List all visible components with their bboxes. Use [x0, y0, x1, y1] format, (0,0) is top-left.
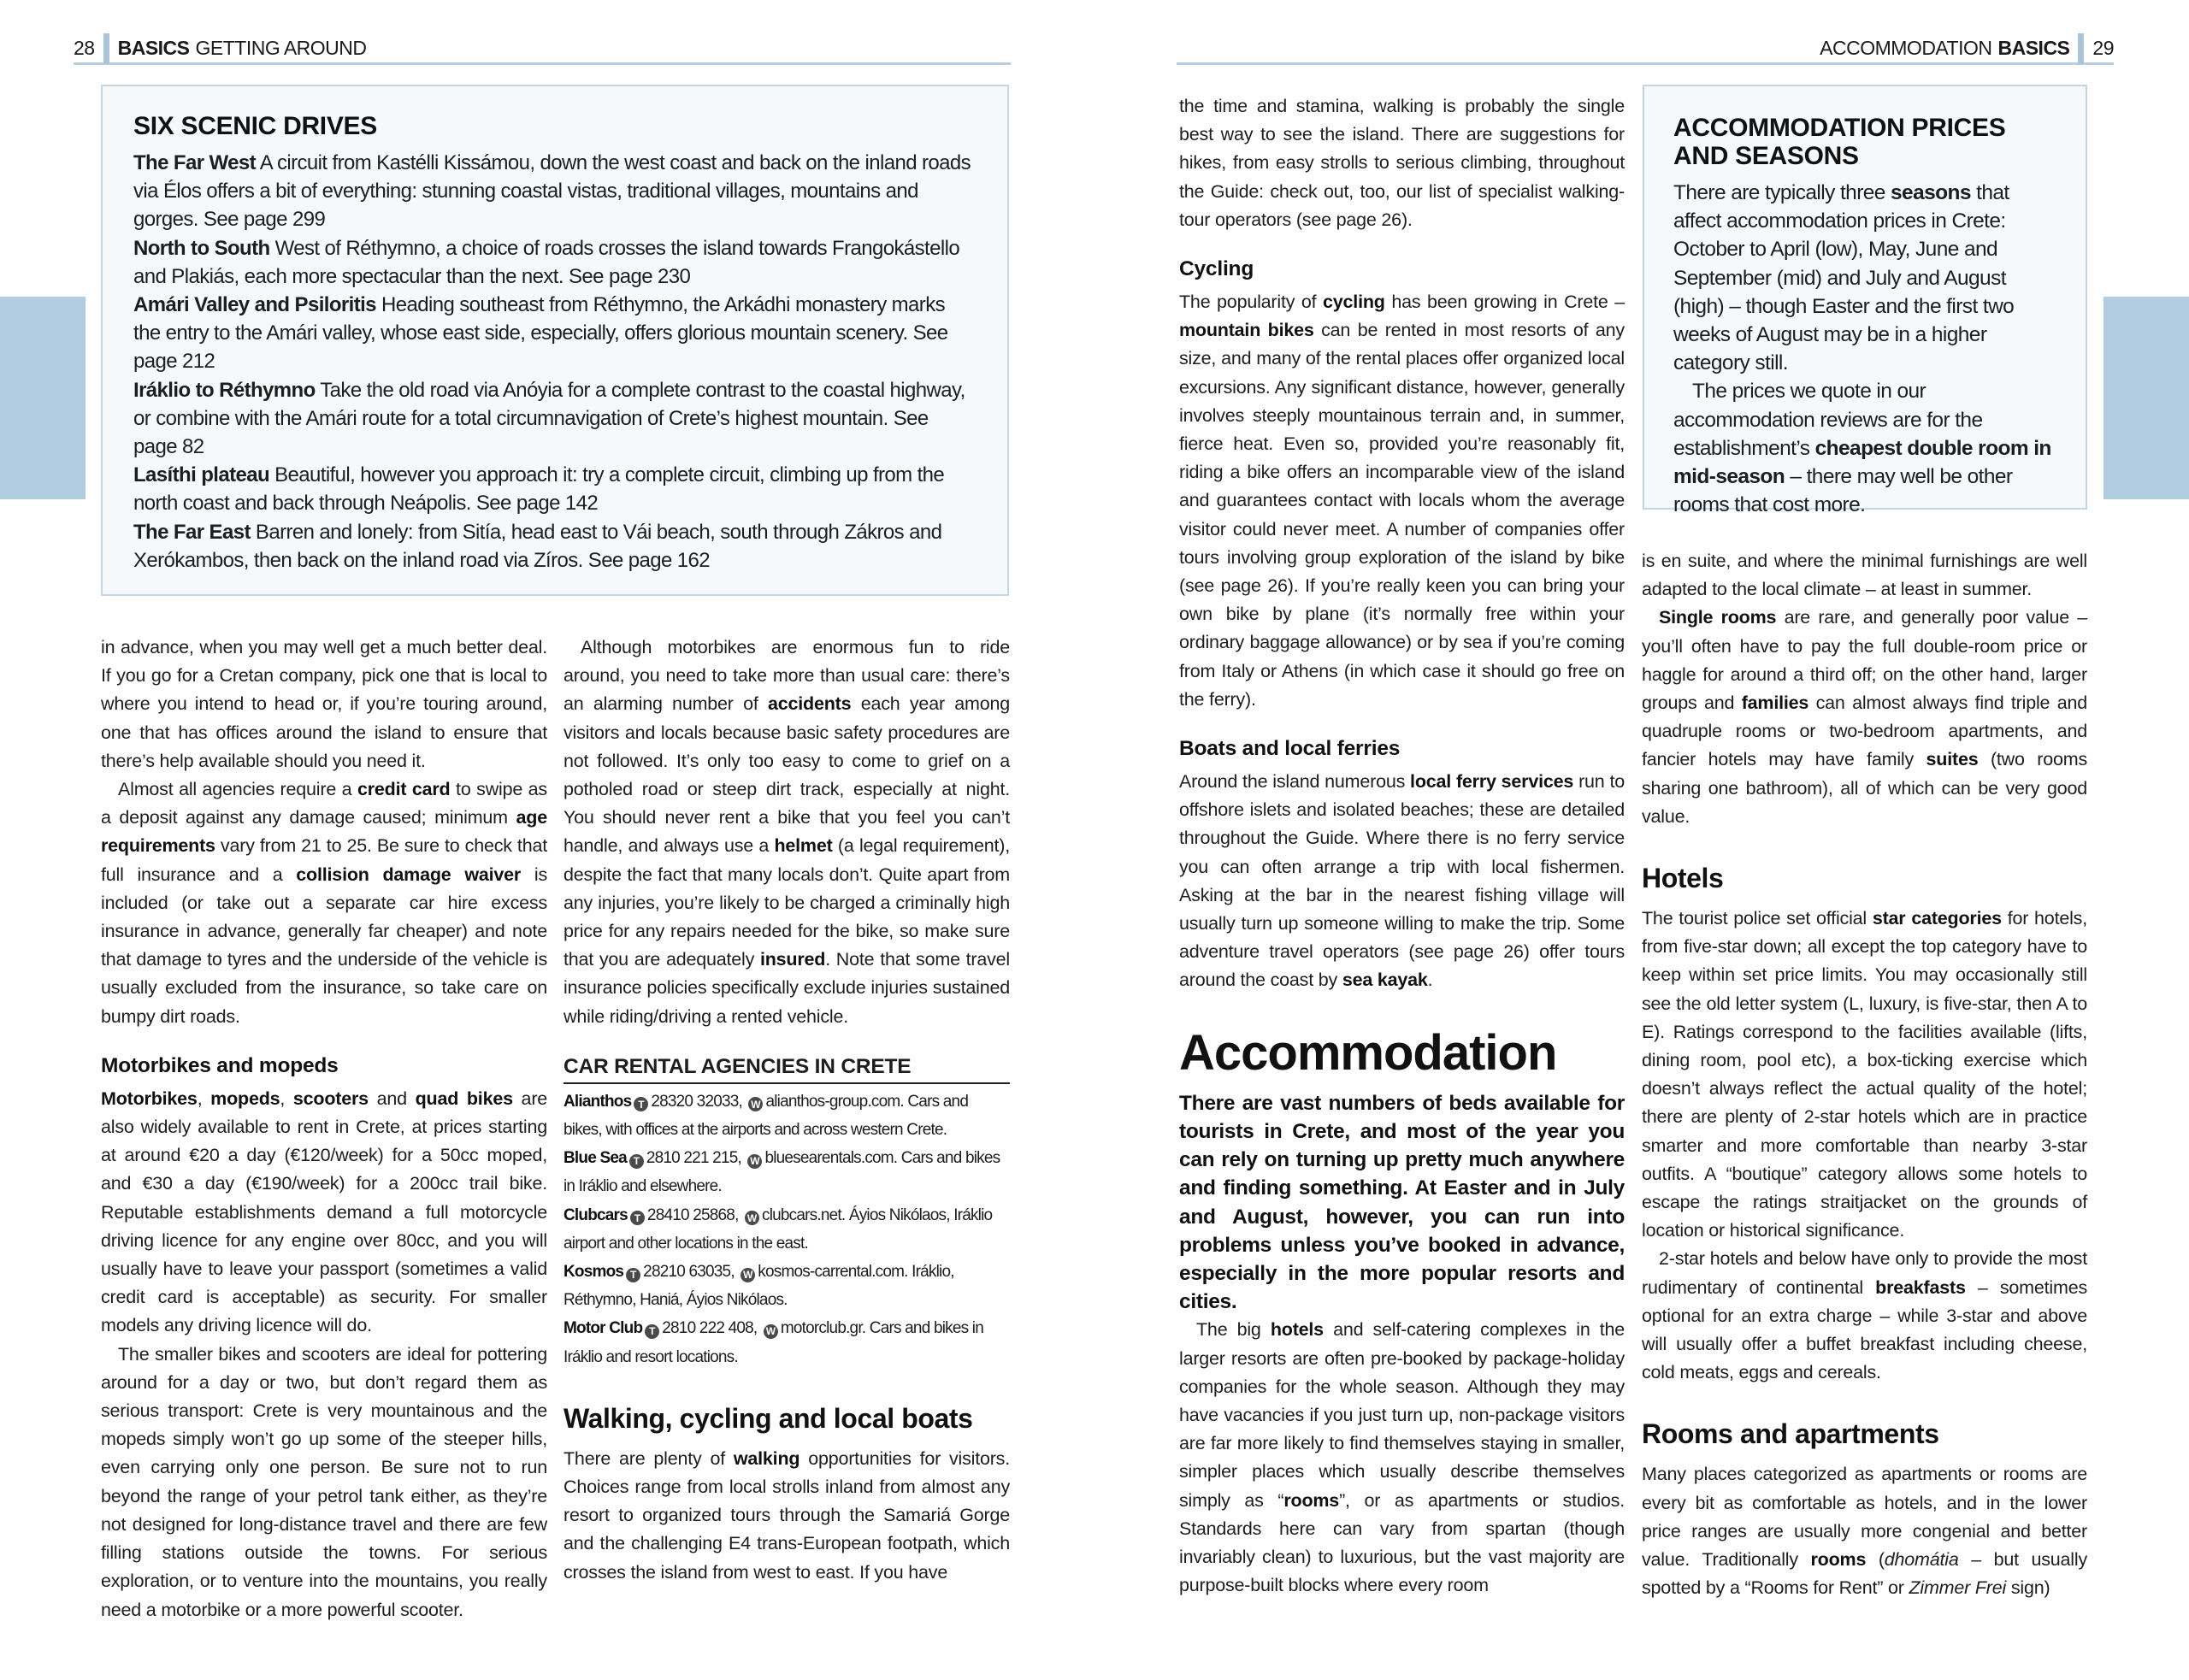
- rental-agency-entry: Kosmos T 28210 63035, W kosmos-carrental.com. Iráklio, Réthymno, Haniá, Áyios Nikólaos.: [563, 1263, 954, 1310]
- website-link[interactable]: kosmos-carrental.com.: [758, 1263, 908, 1282]
- phone-number: 28410 25868,: [646, 1205, 743, 1224]
- running-header-left: [74, 34, 1011, 65]
- paragraph: 2-star hotels and below have only to provide the most rudimentary of continental breakfasts – sometimes optional for an extra charge – while 3-star and above will usually offer a buffet breakfast including cheese, cold meats, eggs and cereals.: [1642, 1248, 2087, 1383]
- paragraph: the time and stamina, walking is probably the single best way to see the island. There are suggestions for hikes, from easy strolls to serious climbing, throughout the Guide: check out, too, our list of specialist walking-tour operators (see page 26).: [1179, 96, 1625, 230]
- paragraph: The prices we quote in our accommodation reviews are for the establishment’s cheapest double room in mid-season – there may well be other rooms that cost more.: [1673, 380, 2051, 517]
- drive-entry: Lasíthi plateau Beautiful, however you approach it: try a complete circuit, climbing up from the north coast and back through Neápolis. See page 142: [133, 463, 945, 516]
- drive-entry: North to South West of Réthymno, a choice of roads crosses the island towards Frangokástello and Plakiás, each more spectacular than the next. See page 230: [133, 236, 960, 288]
- drive-entry: The Far West A circuit from Kastélli Kissámou, down the west coast and back on the inland roads via Élos offers a bit of everything: stunning coastal vistas, traditional villages, mountains and gorges. See page 299: [133, 151, 971, 232]
- web-icon: W: [745, 1211, 759, 1225]
- drives-list: [133, 149, 976, 575]
- paragraph: The tourist police set official star categories for hotels, from five-star down; all except the top category have to keep within set price limits. You may occasionally still see the old letter system (L, luxury, is five-star, then A to E). Ratings correspond to the facilities available (lifts, dining room, pool etc), a box-ticking exercise which doesn’t always reflect the actual quality of the hotel; there are plenty of 2-star hotels which are in practice smarter and more comfortable than nearby 3-star outfits. A “boutique” category allows some hotels to escape the ratings straitjacket on the grounds of location or historical significance.: [1642, 908, 2087, 1241]
- paragraph: Single rooms are rare, and generally poor value – you’ll often have to pay the full double-room price or haggle for around a third off; on the other hand, larger groups and families can almost always find triple and quadruple rooms or two-bedroom apartments, and fancier hotels may have family suites (two rooms sharing one bathroom), all of which can be very good value.: [1642, 607, 2088, 827]
- body-paragraphs: [1642, 1460, 2087, 1602]
- scenic-drives-box: [101, 85, 1009, 596]
- header-accent-bar: [2078, 33, 2084, 64]
- column-2: [563, 634, 1010, 1587]
- website-link[interactable]: motorclub.gr.: [780, 1319, 866, 1338]
- paragraph: Although motorbikes are enormous fun to ride around, you need to take more than usual care: there’s an alarming number of accidents each year among visitors and locals because basic safety procedures are not followed. It’s only too easy to come to grief on a potholed road or steep dirt track, especially at night. You should never rent a bike that you feel you can’t handle, and always use a helmet (a legal requirement), despite the fact that many locals don’t. Quite apart from any injuries, you’re likely to be charged a criminally high price for any repairs needed for the bike, so make sure that you are adequately insured. Note that some travel insurance policies specifically exclude injuries sustained while riding/driving a rented vehicle.: [563, 637, 1011, 1027]
- car-rental-agencies-box: [563, 1053, 1010, 1371]
- drive-name: Lasíthi plateau: [133, 463, 270, 487]
- body-paragraphs: [101, 1085, 547, 1624]
- drive-entry: The Far East Barren and lonely: from Sitía, head east to Vái beach, south through Zákros and Xerókambos, then back on the inland road via Zíros. See page 162: [133, 520, 942, 572]
- paragraph: The big hotels and self-catering complexes in the larger resorts are often pre-booked by package-holiday companies for the whole season. Although they may have vacancies if you just turn up, non-package visitors are far more likely to find themselves staying in smaller, simpler places which usually describe themselves simply as “rooms”, or as apartments or studios. Standards here can vary from spartan (though invariably clean) to luxurious, but the vast majority are purpose-built blocks where every room: [1179, 1319, 1626, 1596]
- phone-icon: T: [634, 1097, 648, 1111]
- column-4: [1642, 547, 2087, 1603]
- column-3: [1179, 92, 1625, 1600]
- rental-agency-entry: Motor Club T 2810 222 408, W motorclub.gr. Cars and bikes in Iráklio and resort locations.: [563, 1319, 983, 1366]
- page-number: 28: [74, 37, 95, 59]
- thumb-tab-left: [0, 297, 86, 499]
- paragraph: The smaller bikes and scooters are ideal for pottering around for a day or two, but don’t regard them as serious transport: Crete is very mountainous and the mopeds simply won’t go up some of the steeper hills, even carrying only one person. Be sure not to run beyond the range of your petrol tank either, as they’re not designed for long-distance travel and there are few filling stations outside the towns. For serious exploration, or to venture into the mountains, you really need a motorbike or a more powerful scooter.: [101, 1343, 547, 1620]
- header-section: BASICS: [1997, 37, 2070, 59]
- subhead-cycling: Cycling: [1179, 257, 1254, 281]
- body-paragraphs: [101, 634, 547, 1031]
- paragraph: Around the island numerous local ferry services run to offshore islets and isolated beaches; these are detailed throughout the Guide. Where there is no ferry service you can often arrange a trip with local fishermen. Asking at the bar in the nearest fishing village will usually turn up someone willing to make the trip. Some adventure travel operators (see page 26) offer tours around the coast by sea kayak.: [1179, 771, 1625, 991]
- paragraph: The popularity of cycling has been growing in Crete – mountain bikes can be rented in most resorts of any size, and many of the rental places offer organized local excursions. Any significant distance, however, generally involves steeply mountainous terrain and, in summer, fierce heat. Even so, provided you’re reasonably fit, riding a bike offers an incomparable view of the island and guarantees contact with locals whom the average visitor could never meet. A number of companies offer tours involving group exploration of the island by bike (see page 26). If you’re really keen you can bring your own bike by plane (it’s normally free within your ordinary baggage allowance) or by sea if you’re coming from Italy or Athens (in which case it should go free on the ferry).: [1179, 292, 1625, 710]
- drive-name: Iráklio to Réthymno: [133, 378, 316, 402]
- paragraph: Almost all agencies require a credit card to swipe as a deposit against any damage caused; minimum age requirements vary from 21 to 25. Be sure to check that full insurance and a collision damage waiver is included (or take out a separate car hire excess insurance in advance, generally far cheaper) and note that damage to tyres and the underside of the vehicle is usually excluded from the insurance, so take care on bumpy dirt roads.: [101, 779, 547, 1027]
- body-paragraphs: [1642, 905, 2087, 1387]
- rentals-list: [563, 1088, 1010, 1371]
- paragraph: Motorbikes, mopeds, scooters and quad bikes are also widely available to rent in Crete, at prices starting at around €20 a day (€120/week) for a 50cc moped, and €30 a day (€190/week) for a 200cc trail bike. Reputable establishments demand a full motorcycle driving licence for any engine over 80cc, and you will usually have to leave your passport (sometimes a valid credit card is acceptable) as security. For smaller models any driving licence will do.: [101, 1088, 548, 1336]
- chapter-lead: There are vast numbers of beds available for tourists in Crete, and most of the year you can rely on turning up pretty much anywhere and finding something. At Easter and in July and August, however, you can run into problems unless you’ve booked in advance, especially in the more popular resorts and cities.: [1179, 1091, 1625, 1314]
- phone-number: 28210 63035,: [643, 1263, 739, 1282]
- body-paragraphs: [1179, 288, 1625, 714]
- rental-agency-entry: Blue Sea T 2810 221 215, W bluesearentals.com. Cars and bikes in Iráklio and elsewhere.: [563, 1149, 1000, 1196]
- phone-icon: T: [626, 1268, 640, 1282]
- rental-agency-entry: Alianthos T 28320 32033, W alianthos-group.com. Cars and bikes, with offices at the airports and across western Crete.: [563, 1092, 969, 1140]
- running-header-right: [1177, 34, 2114, 65]
- drive-entry: Amári Valley and Psiloritis Heading southeast from Réthymno, the Arkádhi monastery marks the entry to the Amári valley, whose east side, especially, offers glorious mountain scenery. See page 212: [133, 293, 948, 374]
- rental-agency-entry: Clubcars T 28410 25868, W clubcars.net. Áyios Nikólaos, Iráklio airport and other locations in the east.: [563, 1205, 993, 1253]
- web-icon: W: [747, 1154, 762, 1169]
- phone-number: 2810 222 408,: [662, 1319, 761, 1338]
- web-icon: W: [740, 1268, 755, 1282]
- phone-number: 28320 32033,: [651, 1092, 746, 1111]
- web-icon: W: [748, 1097, 763, 1111]
- web-icon: W: [764, 1324, 778, 1339]
- section-heading-walking: Walking, cycling and local boats: [563, 1402, 973, 1434]
- header-chapter: ACCOMMODATION: [1820, 37, 1992, 59]
- box-title: SIX SCENIC DRIVES: [133, 112, 377, 140]
- column-1: [101, 634, 547, 1624]
- body-paragraphs: [563, 634, 1010, 1031]
- phone-icon: T: [630, 1211, 645, 1225]
- phone-icon: T: [629, 1154, 644, 1169]
- drive-name: North to South: [133, 236, 270, 260]
- accommodation-prices-box: [1643, 85, 2087, 517]
- chapter-heading-accommodation: Accommodation: [1179, 1024, 1557, 1081]
- body-paragraphs: [1179, 92, 1625, 234]
- drive-name: Amári Valley and Psiloritis: [133, 293, 376, 317]
- drive-name: The Far West: [133, 151, 257, 174]
- box-title: ACCOMMODATION PRICES AND SEASONS: [1673, 114, 2006, 170]
- phone-number: 2810 221 215,: [646, 1149, 746, 1168]
- drive-name: The Far East: [133, 520, 251, 544]
- paragraph: is en suite, and where the minimal furnishings are well adapted to the local climate – at least in summer.: [1642, 551, 2087, 600]
- box-paragraphs: [1673, 179, 2056, 519]
- paragraph: There are plenty of walking opportunities for visitors. Choices range from local strolls inland from almost any resort to organized tours through the Samariá Gorge and the challenging E4 trans-European footpath, which crosses the island from west to east. If you have: [563, 1447, 1011, 1583]
- paragraph: There are typically three seasons that affect accommodation prices in Crete: October to April (low), May, June and September (mid) and July and August (high) – though Easter and the first two weeks of August may be in a higher category still.: [1673, 181, 2015, 375]
- body-paragraphs: [1179, 1316, 1625, 1600]
- subhead-boats: Boats and local ferries: [1179, 737, 1401, 761]
- paragraph: Many places categorized as apartments or rooms are every bit as comfortable as hotels, and in the lower price ranges are usually more congenial and better value. Traditionally rooms (dhomátia – but usually spotted by a “Rooms for Rent” or Zimmer Frei sign): [1642, 1464, 2088, 1599]
- drive-entry: Iráklio to Réthymno Take the old road via Anóyia for a complete contrast to the coastal highway, or combine with the Amári route for a total circumnavigation of Crete’s highest mountain. See page 82: [133, 378, 965, 459]
- website-link[interactable]: bluesearentals.com.: [764, 1149, 898, 1168]
- paragraph: in advance, when you may well get a much better deal. If you go for a Cretan company, pick one that is local to where you intend to head or, if you’re touring around, one that has offices around the island to ensure that there’s help available should you need it.: [101, 637, 547, 771]
- rentals-title: CAR RENTAL AGENCIES IN CRETE: [563, 1053, 1010, 1084]
- body-paragraphs: [1179, 768, 1625, 995]
- subhead-motorbikes: Motorbikes and mopeds: [101, 1053, 339, 1077]
- phone-icon: T: [645, 1324, 659, 1339]
- section-heading-rooms: Rooms and apartments: [1642, 1418, 1939, 1450]
- section-heading-hotels: Hotels: [1642, 863, 1724, 894]
- website-link[interactable]: clubcars.net.: [762, 1205, 846, 1224]
- body-paragraphs: [563, 1445, 1010, 1587]
- website-link[interactable]: alianthos-group.com.: [765, 1092, 904, 1111]
- header-section: BASICS: [117, 37, 190, 59]
- page-number: 29: [2092, 37, 2114, 59]
- header-accent-bar: [103, 33, 109, 64]
- thumb-tab-right: [2103, 297, 2189, 499]
- header-chapter: GETTING AROUND: [195, 37, 367, 59]
- body-paragraphs: [1642, 547, 2087, 831]
- left-page: [0, 0, 1094, 1680]
